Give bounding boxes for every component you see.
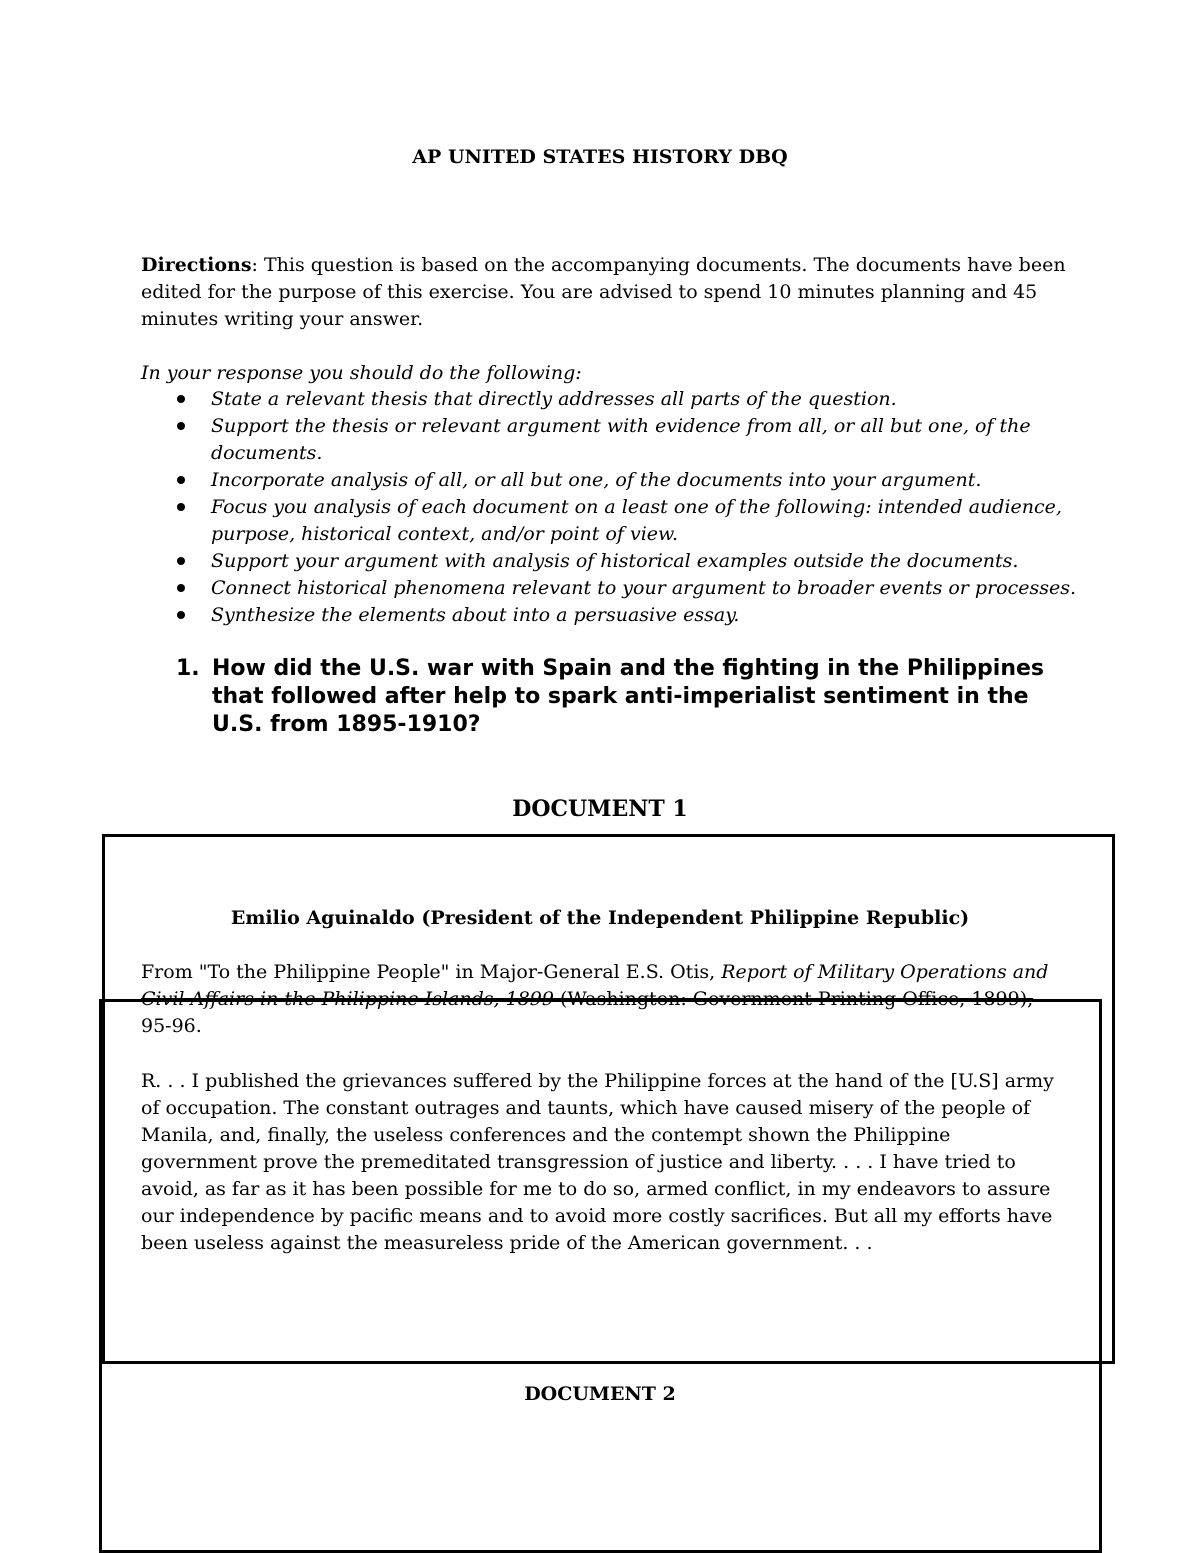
question-text: How did the U.S. war with Spain and the fighting in the Philippines that followed after help to spark anti-imperialist sentiment in the U.S. from 1895-1910? xyxy=(212,656,1044,737)
directions-paragraph xyxy=(141,252,1071,333)
source-title-line1: Report of Military Operations and xyxy=(721,961,1049,983)
source-title-line2: Civil Affairs in the Philippine Islands, 1899 xyxy=(141,988,554,1010)
bullet-icon xyxy=(177,557,185,565)
bullet-icon xyxy=(177,503,185,511)
question-number: 1. xyxy=(176,656,200,681)
directions-label: Directions xyxy=(141,254,252,276)
document-1-heading: DOCUMENT 1 xyxy=(512,796,688,822)
list-item xyxy=(141,413,1081,467)
list-item-text: State a relevant thesis that directly addresses all parts of the question. xyxy=(211,388,897,410)
instructions-list xyxy=(141,386,1081,629)
bullet-icon xyxy=(177,476,185,484)
list-item xyxy=(141,494,1081,548)
document-2-box xyxy=(99,999,1102,1553)
bullet-icon xyxy=(177,584,185,592)
page-title: AP UNITED STATES HISTORY DBQ xyxy=(412,146,788,168)
list-item-text: Focus you analysis of each document on a least one of the following: intended audience, purpose, historical context, and/or point of view. xyxy=(211,496,1062,545)
question-1 xyxy=(176,655,1056,739)
list-item xyxy=(141,548,1081,575)
bullet-icon xyxy=(177,422,185,430)
bullet-icon xyxy=(177,611,185,619)
list-item xyxy=(141,467,1081,494)
list-item-text: Connect historical phenomena relevant to your argument to broader events or processes. xyxy=(211,577,1077,599)
directions-text: : This question is based on the accompanying documents. The documents have been edited for the purpose of this exercise. You are advised to spend 10 minutes planning and 45 minutes writing your answer. xyxy=(141,254,1066,330)
source-publisher: (Washington: Government Printing Office, 1899), xyxy=(553,988,1034,1010)
list-item xyxy=(141,575,1081,602)
list-item-text: Synthesize the elements about into a persuasive essay. xyxy=(211,604,740,626)
document-1-author: Emilio Aguinaldo (President of the Independent Philippine Republic) xyxy=(230,907,970,929)
list-item-text: Incorporate analysis of all, or all but one, of the documents into your argument. xyxy=(211,469,982,491)
list-item xyxy=(141,602,1081,629)
source-pages: 95-96. xyxy=(141,1015,202,1037)
bullet-icon xyxy=(177,395,185,403)
instructions-intro: In your response you should do the following: xyxy=(141,362,582,384)
list-item-text: Support your argument with analysis of historical examples outside the documents. xyxy=(211,550,1019,572)
list-item-text: Support the thesis or relevant argument with evidence from all, or all but one, of the documents. xyxy=(211,415,1031,464)
document-1-body: R. . . I published the grievances suffered by the Philippine forces at the hand of the [U.S] army of occupation. The constant outrages and taunts, which have caused misery of the people of Manila, and, finally, the useless conferences and the contempt shown the Philippine government prove the premeditated transgression of justice and liberty. . . . I have tried to avoid, as far as it has been possible for me to do so, armed conflict, in my endeavors to assure our independence by pacific means and to avoid more costly sacrifices. But all my efforts have been useless against the measureless pride of the American government. . . xyxy=(141,1070,1054,1254)
source-prefix: From "To the Philippine People" in Major-General E.S. Otis, xyxy=(141,961,722,983)
document-2-heading: DOCUMENT 2 xyxy=(524,1383,676,1405)
list-item xyxy=(141,386,1081,413)
